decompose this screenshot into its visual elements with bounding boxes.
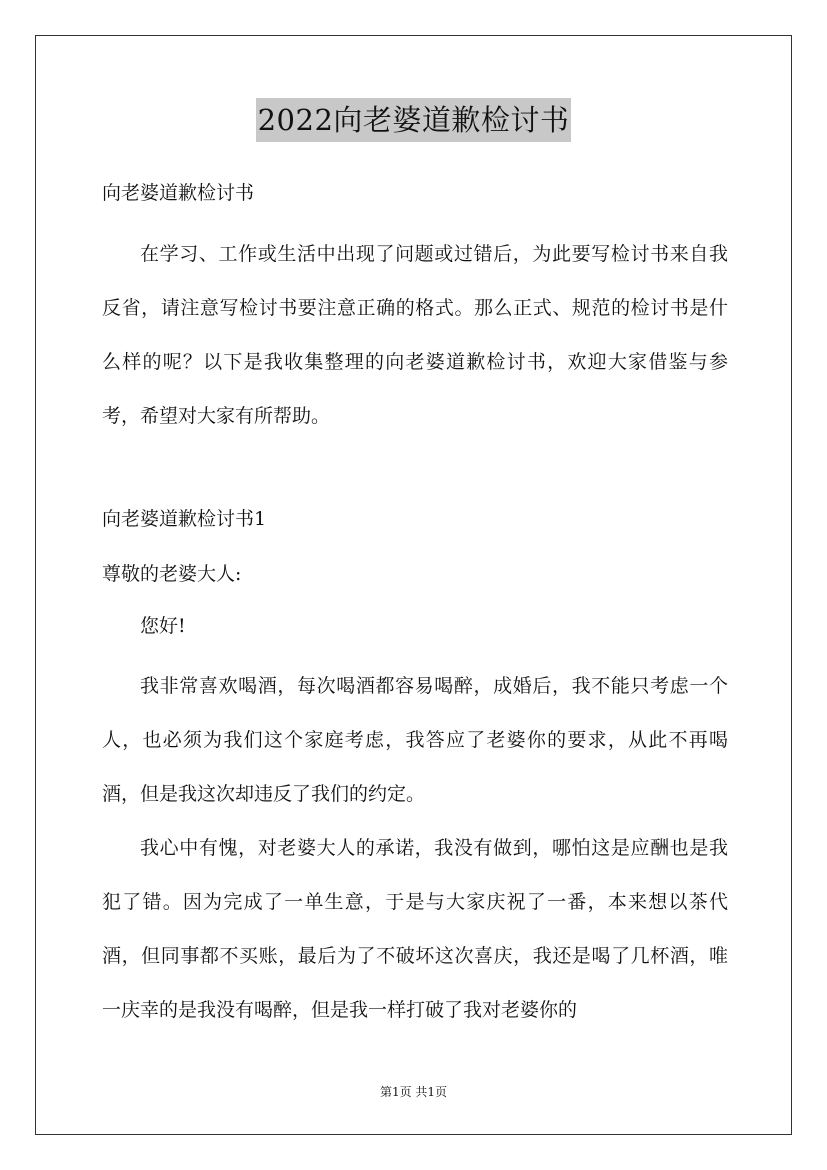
salutation: 尊敬的老婆大人: <box>102 563 242 585</box>
title-container <box>0 98 827 142</box>
document-title: 2022向老婆道歉检讨书 <box>256 98 572 142</box>
intro-paragraph: 在学习、工作或生活中出现了问题或过错后，为此要写检讨书来自我反省，请注意写检讨书要注意正确的格式。那么正式、规范的检讨书是什么样的呢？以下是我收集整理的向老婆道歉检讨书，欢迎大家借鉴与参考，希望对大家有所帮助。 <box>102 243 728 427</box>
page-footer: 第1页 共1页 <box>379 1085 448 1099</box>
letter-title: 向老婆道歉检讨书1 <box>102 508 267 530</box>
body-paragraph: 我非常喜欢喝酒，每次喝酒都容易喝醉，成婚后，我不能只考虑一个人，也必须为我们这个家庭考虑，我答应了老婆你的要求，从此不再喝酒，但是我这次却违反了我们的约定。 <box>102 675 728 805</box>
body-paragraph: 我心中有愧，对老婆大人的承诺，我没有做到，哪怕这是应酬也是我犯了错。因为完成了一单生意，于是与大家庆祝了一番，本来想以茶代酒，但同事都不买账，最后为了不破坏这次喜庆，我还是喝了几杯酒，唯一庆幸的是我没有喝醉，但是我一样打破了我对老婆你的 <box>102 837 728 1021</box>
document-subtitle: 向老婆道歉检讨书 <box>102 182 255 204</box>
greeting: 您好! <box>140 615 186 637</box>
